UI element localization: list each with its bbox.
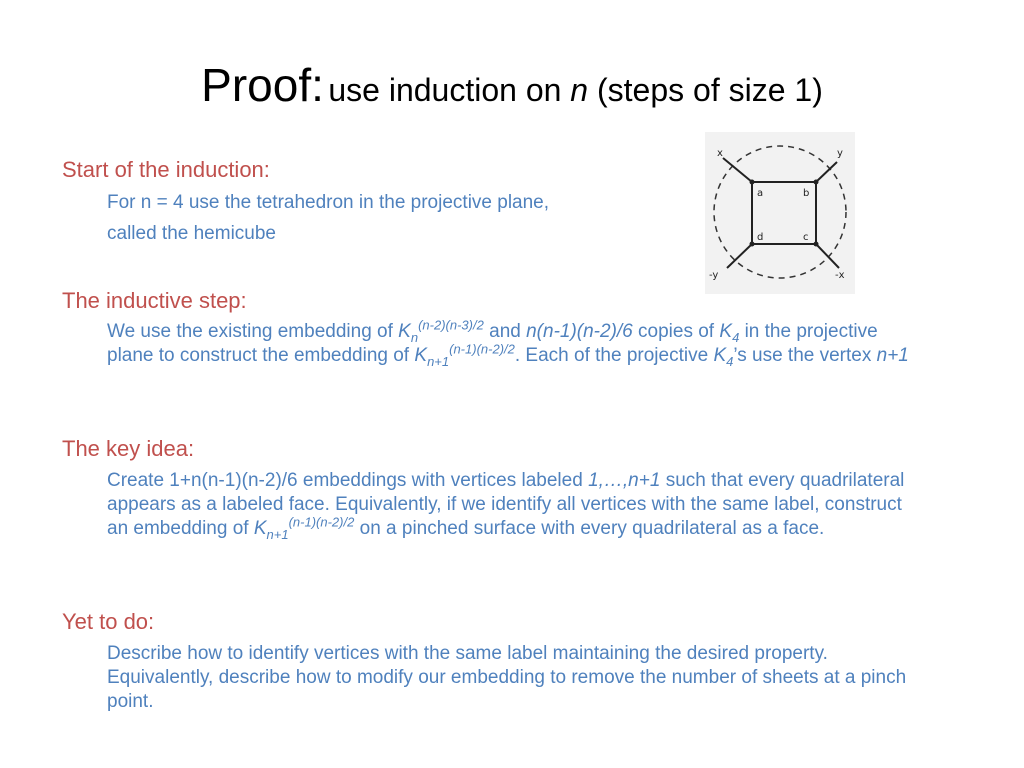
label-d: d — [757, 232, 764, 243]
start-line-1: For n = 4 use the tetrahedron in the projective plane, — [107, 192, 550, 213]
label-c: c — [803, 232, 809, 243]
vertex-b — [814, 180, 819, 185]
key-t4: on a pinched surface with every quadrilateral as a face. — [354, 518, 825, 539]
heading-start: Start of the induction: — [62, 157, 270, 182]
label-x-top: x — [717, 148, 723, 159]
vertex-a — [750, 180, 755, 185]
title-main: Proof: — [201, 59, 324, 111]
key-t1: Create 1+n(n-1)(n-2)/6 embeddings with vertices labeled — [107, 470, 589, 491]
title-sub — [328, 72, 823, 108]
start-line-2: called the hemicube — [107, 223, 276, 244]
inductive-k3-sup: (n-1)(n-2)/2 — [449, 341, 515, 357]
inductive-k1: K — [398, 321, 411, 342]
inductive-k2-sub: 4 — [732, 329, 740, 345]
title-sub-var: n — [570, 72, 589, 108]
inductive-k4-sub: 4 — [726, 353, 734, 369]
heading-inductive: The inductive step: — [62, 288, 247, 313]
label-y-top: y — [837, 148, 843, 159]
key-k-sub: n+1 — [266, 526, 289, 542]
inductive-k3: K — [414, 345, 428, 366]
inductive-k3-sub: n+1 — [427, 353, 450, 369]
slide-title — [0, 58, 1024, 112]
label-x-bottom: -x — [835, 270, 845, 281]
key-t3: such that every quadrilateral appears as a labeled face. Equivalently, if we identify all vertices with the same label, construct an embedding of — [107, 470, 905, 539]
inductive-k1-sub: n — [410, 329, 419, 345]
key-k-sup: (n-1)(n-2)/2 — [288, 514, 355, 530]
vertex-d — [750, 242, 755, 247]
inductive-text — [107, 317, 927, 369]
label-b: b — [803, 188, 810, 199]
inductive-t8: n+1 — [876, 345, 909, 366]
key-text — [107, 469, 907, 541]
inductive-t1: We use the existing embedding of — [107, 321, 399, 342]
key-k: K — [253, 518, 267, 539]
inductive-t5: in the projective plane to construct the embedding of — [107, 321, 878, 366]
edge-b-y — [816, 162, 837, 182]
inductive-t6: . Each of the projective — [514, 345, 714, 366]
inductive-t2: and — [483, 321, 527, 342]
label-y-bottom: -y — [709, 270, 719, 281]
hemicube-diagram — [705, 132, 855, 294]
inductive-k4: K — [713, 345, 727, 366]
inductive-t3: n(n-1)(n-2)/6 — [526, 321, 633, 342]
inductive-t7: ’s use the vertex — [733, 345, 877, 366]
inductive-k1-sup: (n-2)(n-3)/2 — [418, 317, 484, 333]
inductive-t4: copies of — [632, 321, 720, 342]
todo-text: Describe how to identify vertices with the same label maintaining the desired property. Equivalently, describe how to modify our embedding to remove the number of sheets at a pinch point. — [107, 643, 907, 712]
heading-todo: Yet to do: — [62, 609, 155, 634]
heading-key: The key idea: — [62, 436, 195, 461]
hemicube-figure — [705, 132, 855, 294]
key-t2: 1,…,n+1 — [588, 470, 661, 491]
vertex-c — [814, 242, 819, 247]
label-a: a — [757, 188, 764, 199]
title-sub-prefix: use induction on — [328, 72, 571, 108]
inductive-k2: K — [719, 321, 733, 342]
title-sub-suffix: (steps of size 1) — [588, 72, 823, 108]
